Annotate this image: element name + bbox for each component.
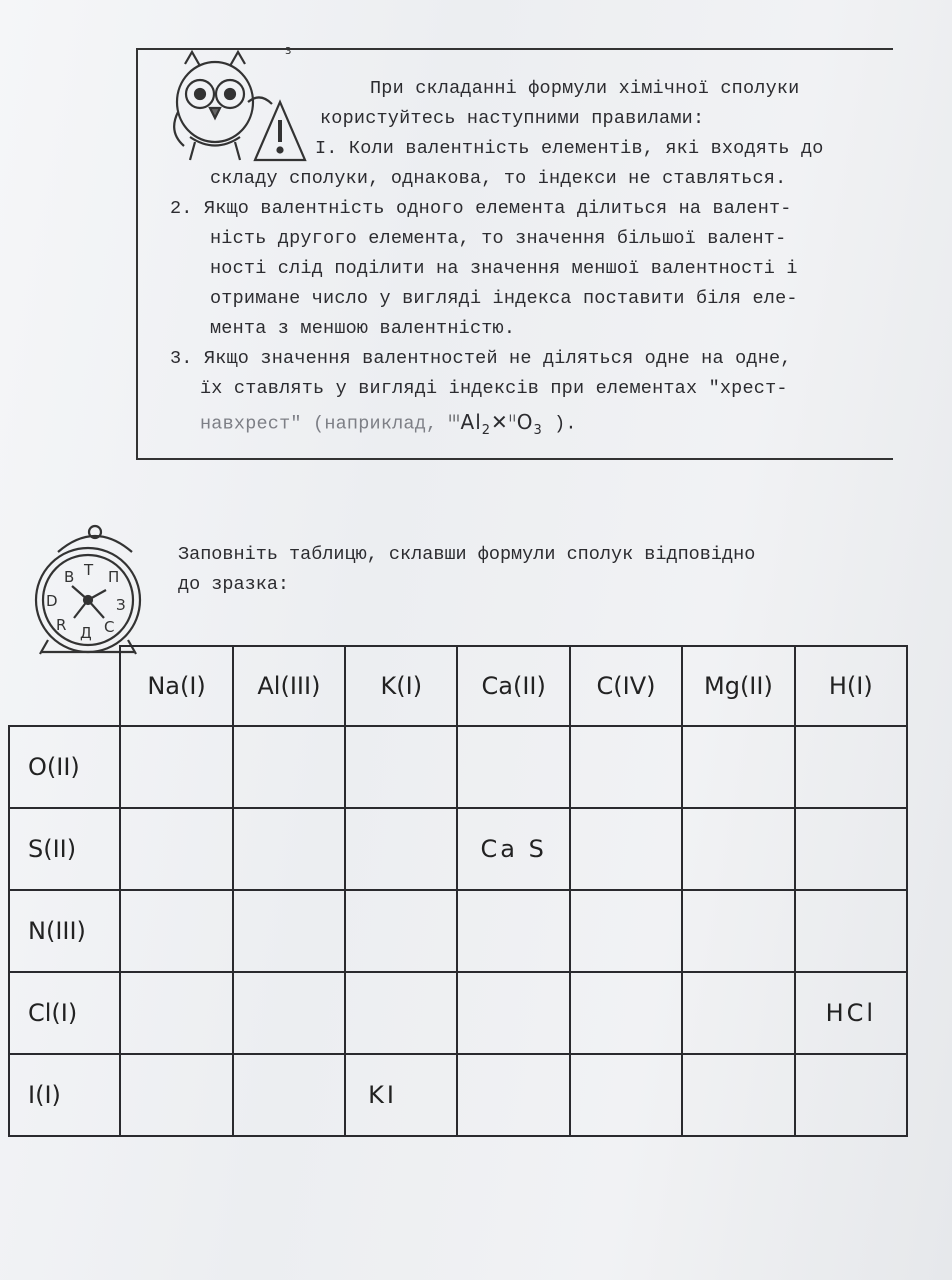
row-header: I(I) bbox=[9, 1054, 120, 1136]
table-cell[interactable] bbox=[570, 1054, 682, 1136]
table-cell[interactable] bbox=[795, 1054, 907, 1136]
table-cell[interactable] bbox=[120, 1054, 232, 1136]
example-element-2: O bbox=[516, 409, 534, 434]
clock-letter-6: R bbox=[56, 616, 67, 634]
table-cell[interactable] bbox=[682, 972, 794, 1054]
table-cell[interactable] bbox=[457, 1054, 569, 1136]
clock-letter-4: D bbox=[46, 592, 58, 610]
table-cell[interactable] bbox=[457, 890, 569, 972]
table-corner-cell bbox=[9, 646, 120, 726]
table-row bbox=[9, 890, 907, 972]
table-cell[interactable] bbox=[233, 972, 345, 1054]
clock-letter-1: В bbox=[64, 568, 75, 586]
rule-2-line-4: отримане число у вигляді індекса поставити біля еле- bbox=[210, 288, 798, 309]
compounds-table-wrapper bbox=[8, 645, 913, 1145]
table-cell[interactable] bbox=[795, 890, 907, 972]
example-index-1: 2 bbox=[481, 422, 492, 438]
table-cell[interactable] bbox=[570, 808, 682, 890]
table-cell[interactable] bbox=[120, 726, 232, 808]
rule-2-line-2: ність другого елемента, то значення більшої валент- bbox=[210, 228, 787, 249]
table-cell[interactable]: KI bbox=[345, 1054, 457, 1136]
table-header-row bbox=[9, 646, 907, 726]
table-cell[interactable] bbox=[233, 808, 345, 890]
table-cell[interactable] bbox=[682, 890, 794, 972]
rule-2-line-3: ності слід поділити на значення меншої валентності і bbox=[210, 258, 798, 279]
table-cell[interactable] bbox=[457, 726, 569, 808]
example-index-2: 3 bbox=[533, 422, 543, 438]
column-header: H(I) bbox=[795, 646, 907, 726]
column-header: C(IV) bbox=[570, 646, 682, 726]
table-cell[interactable] bbox=[795, 726, 907, 808]
table-cell[interactable] bbox=[233, 726, 345, 808]
table-row bbox=[9, 1054, 907, 1136]
table-cell[interactable] bbox=[120, 972, 232, 1054]
table-cell[interactable] bbox=[233, 890, 345, 972]
clock-letter-7: Д bbox=[80, 624, 92, 642]
clock-letter-2: Т bbox=[84, 561, 94, 579]
column-header: K(I) bbox=[345, 646, 457, 726]
column-header: Mg(II) bbox=[682, 646, 794, 726]
table-cell[interactable] bbox=[570, 972, 682, 1054]
table-cell[interactable] bbox=[345, 808, 457, 890]
table-row bbox=[9, 808, 907, 890]
task-line-2: до зразка: bbox=[178, 574, 290, 595]
table-cell[interactable] bbox=[120, 890, 232, 972]
clock-letter-8: С bbox=[104, 618, 115, 636]
rules-intro-line-2: користуйтесь наступними правилами: bbox=[320, 108, 705, 129]
rule-2-line-1: 2. Якщо валентність одного елемента ділиться на валент- bbox=[170, 198, 792, 219]
column-header: Ca(II) bbox=[457, 646, 569, 726]
table-cell[interactable]: Ca S bbox=[457, 808, 569, 890]
table-cell[interactable] bbox=[682, 726, 794, 808]
table-row bbox=[9, 726, 907, 808]
table-cell[interactable] bbox=[795, 808, 907, 890]
column-header: Na(I) bbox=[120, 646, 232, 726]
task-line-1: Заповніть таблицю, склавши формули сполук відповідно bbox=[178, 544, 756, 565]
clock-letter-3: П bbox=[108, 568, 120, 586]
table-cell[interactable] bbox=[570, 890, 682, 972]
rule-3-line-3-start: навхрест" (наприклад, bbox=[200, 413, 438, 435]
rule-3-line-1: 3. Якщо значення валентностей не діляться одне на одне, bbox=[170, 348, 792, 369]
row-header: S(II) bbox=[9, 808, 120, 890]
table-cell[interactable] bbox=[120, 808, 232, 890]
table-cell[interactable] bbox=[570, 726, 682, 808]
svg-text:з: з bbox=[285, 43, 292, 57]
row-header: Cl(I) bbox=[9, 972, 120, 1054]
example-valence-2: II bbox=[508, 413, 517, 424]
rules-text-block bbox=[160, 74, 880, 446]
rule-2-line-5: мента з меншою валентністю. bbox=[210, 318, 516, 339]
row-header: O(II) bbox=[9, 726, 120, 808]
table-cell[interactable]: HCl bbox=[795, 972, 907, 1054]
table-cell[interactable] bbox=[345, 890, 457, 972]
example-element-1: Al bbox=[460, 409, 482, 434]
table-cell[interactable] bbox=[682, 808, 794, 890]
rule-3-line-3 bbox=[160, 404, 880, 446]
alarm-clock-illustration bbox=[28, 520, 158, 665]
rule-1-line-2: складу сполуки, однакова, то індекси не ставляться. bbox=[210, 168, 787, 189]
rule-3-line-2: їх ставлять у вигляді індексів при елементах "хрест- bbox=[200, 378, 788, 399]
rule-3-line-3-end: ). bbox=[554, 413, 577, 435]
row-header: N(III) bbox=[9, 890, 120, 972]
table-cell[interactable] bbox=[682, 1054, 794, 1136]
table-cell[interactable] bbox=[457, 972, 569, 1054]
rules-intro-line-1: При складанні формули хімічної сполуки bbox=[370, 78, 800, 99]
task-instruction bbox=[178, 540, 878, 600]
column-header: Al(III) bbox=[233, 646, 345, 726]
compounds-table bbox=[8, 645, 908, 1137]
table-row bbox=[9, 972, 907, 1054]
rule-1-line-1: І. Коли валентність елементів, які входять до bbox=[315, 138, 824, 159]
example-valence-1: III bbox=[448, 413, 461, 424]
example-formula: $^{III}Al_2✕^{II}O_3$ bbox=[448, 409, 543, 438]
table-cell[interactable] bbox=[345, 726, 457, 808]
table-cell[interactable] bbox=[233, 1054, 345, 1136]
clock-letter-5: З bbox=[116, 596, 126, 614]
table-cell[interactable] bbox=[345, 972, 457, 1054]
